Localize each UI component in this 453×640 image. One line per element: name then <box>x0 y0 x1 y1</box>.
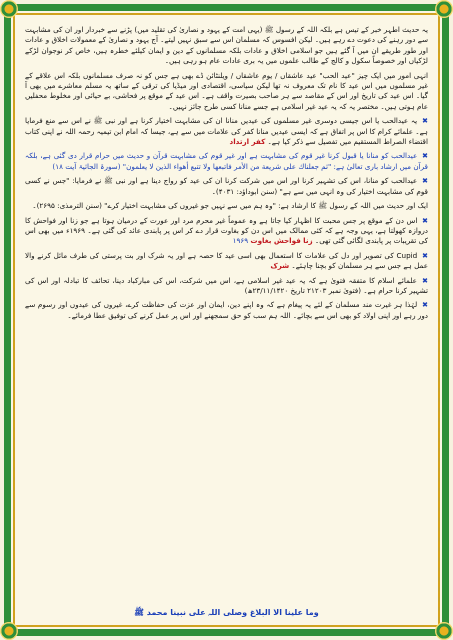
corner-ornament-icon <box>435 622 453 640</box>
decorative-border <box>4 4 449 636</box>
paragraph <box>25 116 428 147</box>
highlight-shirk: شرک <box>270 261 290 271</box>
paragraph <box>25 216 428 247</box>
paragraph: انہی امور میں ایک چیز "عید الحب" عید عاشقاں / یوم عاشقاں / ویلنٹائن ڈے بھی ہے جس کو نہ صرف مسلمانوں بلکہ اس علاقے کے غیر مسلموں میں اس عید کا نام تک معروف نہ تھا لیکن سیاسی، اقتصادی اور میڈیا کی ترقی کے ساتھ یہ مسلم معاشرے میں بھی آ گیا۔ اس عید کی تاریخ اور اس کے مقاصد سے ہر صاحب بصیرت واقف ہے۔ اس عید کے موقع پر فحاشی، بے حیائی اور مخلوط محفلیں عام ہوتی ہیں۔ مختصر یہ کہ یہ عید غیر اسلامی ہے جسے منانا کسی طرح جائز نہیں۔ <box>25 70 428 111</box>
paragraph <box>25 151 428 172</box>
paragraph-text: عیدالحب کو منانا یا قبول کرنا غیر قوم کی مشابہت ہے اور غیر قوم کی مشابہت قرآن و حدیث میں حرام قرار دی گئی ہے، بلکہ قرآن میں ارشاد باری تعالیٰ ہے: "ثم جعلناك على شريعة من الأمر فاتبعها ولا تتبع أهواء الذين لا يعلمون" (سورۃ الجاثیۃ آیت ۱۸) <box>25 151 428 171</box>
paragraph-text: اس دن کے موقع پر جس محبت کا اظہار کیا جاتا ہے وہ عموماً غیر محرم مرد اور عورت کے درمیان ہوتا ہے جو زنا اور فواحش کا دروازہ کھولتا ہے، یہی وجہ ہے کہ کئی ممالک میں اس دن کو بغاوت قرار دے کر اس پر پابندی عائد کی گئی ہے۔ ۱۹۶۹ء میں بھی اس کی تقریبات پر پابندی لگائی گئی تھی۔ <box>25 215 428 246</box>
article-body <box>25 25 428 625</box>
highlight-zina: زنا <box>303 236 313 246</box>
paragraph <box>25 176 428 197</box>
highlight-baghawat: بغاوت <box>250 236 272 246</box>
bullet-icon: ✖ <box>421 275 428 285</box>
paragraph <box>25 276 428 297</box>
bullet-icon: ✖ <box>421 176 428 186</box>
highlight-kufr: کفر <box>251 137 266 147</box>
paragraph-text: یہ عیدالحب یا اس جیسی دوسری غیر مسلموں کی عیدیں منانا ان کی مشابہت اختیار کرنا ہے اور نبی ﷺ نے اس سے منع فرمایا ہے۔ علمائے کرام کا اس پر اتفاق ہے کہ ایسی عیدیں منانا کفر کی علامات میں سے ہے، جیسا کہ امام ابن تیمیہ رحمہ اللہ نے اپنی کتاب اقتضاء الصراط المستقیم میں تفصیل سے ذکر کیا ہے۔ <box>25 116 428 147</box>
closing-line: وما علینا الا البلاغ وصلی اللہ علی نبینا محمد ﷺ <box>134 608 319 617</box>
paragraph-text: علمائے اسلام کا متفقہ فتویٰ ہے کہ یہ عید غیر اسلامی ہے، اس میں شرکت، اس کی مبارکباد دینا، تحائف کا تبادلہ اور اس کی تشہیر کرنا حرام ہے۔ (فتویٰ نمبر ۲۱۲۰۳ تاریخ ۲۳/۱۱/۱۴۲۰ھ) <box>25 275 428 295</box>
corner-ornament-icon <box>0 622 18 640</box>
bullet-icon: ✖ <box>421 116 428 126</box>
highlight-year: ۱۹۶۹ <box>232 236 249 246</box>
paragraph-text: عیدالحب کو منانا، اس کی تشہیر کرنا اور اس میں شرکت کرنا ان کی عید کو رواج دینا ہے اور نبی ﷺ نے فرمایا: "جس نے کسی قوم کی مشابہت اختیار کی وہ انہی میں سے ہے" (سنن ابوداؤد: ۴۰۳۱)۔ <box>25 176 428 196</box>
bullet-icon: ✖ <box>421 151 428 161</box>
bullet-icon: ✖ <box>421 215 428 225</box>
highlight-irtidad: ارتداد <box>229 137 250 147</box>
paragraph: ایک اور حدیث میں اللہ کے رسول ﷺ کا ارشاد ہے: "وہ ہم میں سے نہیں جو غیروں کی مشابہت اختیار کرے" (سنن الترمذی: ۲۶۹۵)۔ <box>32 201 428 211</box>
corner-ornament-icon <box>435 0 453 18</box>
paragraph <box>25 251 428 272</box>
highlight-fawahish: فواحش <box>273 236 301 246</box>
paragraph-text: لہٰذا ہر غیرت مند مسلمان کے لئے یہ پیغام ہے کہ وہ اپنے دین، ایمان اور عزت کی حفاظت کرے، غیروں کی عیدوں اور رسوم سے دور رہے اور اپنی اولاد کو بھی اس سے بچائے۔ اللہ ہم سب کو حق سمجھنے اور اس پر عمل کرنے کی توفیق عطا فرمائے۔ <box>25 300 428 320</box>
paragraph: یہ حدیث اطہر خبر کے تیس ہے بلکہ اللہ کے رسول ﷺ (یہی امت کے یہود و نصاریٰ کی تقلید میں) پڑنے سے خبردار اور ان کی مشابہت سے دور رہنے کی دعوت دے رہے ہیں۔ لیکن افسوس کہ مسلمان اس سے سبق نہیں لیتے۔ آج یہود و نصاریٰ کے معمولات اخلاق و عادات اور طور طریقے ان میں آ گئے ہیں جو اسلامی اخلاق و عادات بلکہ مسلمانوں کے دین و ایمان کیلئے خطرہ ہیں، خاص کر نوجوان لڑکے لڑکیاں اور خصوصاً سکول و کالج کے طالب علموں میں یہ بری عادات عام ہو رہی ہیں۔ <box>25 25 428 66</box>
paragraph <box>25 300 428 321</box>
corner-ornament-icon <box>0 0 18 18</box>
paragraph-text: Cupid کی تصویر اور دل کی علامات کا استعمال بھی اسی عید کا حصہ ہے اور یہ شرک اور بت پرستی کی طرف مائل کرنے والا عمل ہے جس سے ہر مسلمان کو بچنا چاہئے۔ <box>25 250 428 271</box>
bullet-icon: ✖ <box>421 250 428 260</box>
bullet-icon: ✖ <box>421 300 428 310</box>
